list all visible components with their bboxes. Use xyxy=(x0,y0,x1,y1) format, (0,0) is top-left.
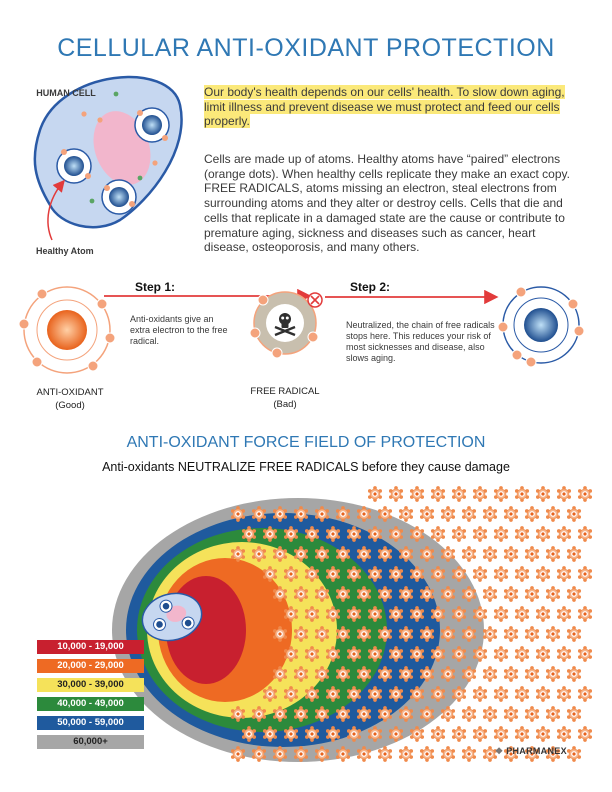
force-field-diagram xyxy=(112,486,592,762)
free-radical-icon xyxy=(536,606,550,622)
free-radical-icon xyxy=(578,646,592,662)
free-radical-icon xyxy=(504,506,518,522)
free-radical-icon xyxy=(525,626,539,642)
free-radical-icon xyxy=(504,546,518,562)
free-radical-icon xyxy=(536,566,550,582)
page-title: CELLULAR ANTI-OXIDANT PROTECTION xyxy=(57,34,555,62)
free-radical-icon xyxy=(483,626,497,642)
free-radical-icon xyxy=(578,486,592,502)
free-radical-icon xyxy=(504,666,518,682)
free-radical-icon xyxy=(567,506,581,522)
free-radical-icon xyxy=(515,526,529,542)
free-radical-caption xyxy=(230,385,340,411)
step2-description: Neutralized, the chain of free radicals stops here. This reduces your risk of most sicknesses and disease, also slows aging. xyxy=(346,320,495,363)
free-radical-icon xyxy=(494,486,508,502)
free-radical-icon xyxy=(546,706,560,722)
free-radical-icon xyxy=(567,746,581,762)
free-radical-icon xyxy=(525,586,539,602)
step2-label: Step 2: xyxy=(350,280,391,294)
free-radical-icon xyxy=(399,746,413,762)
free-radical-icon xyxy=(557,606,571,622)
free-radical-icon xyxy=(420,746,434,762)
force-field-subtitle: Anti-oxidants NEUTRALIZE FREE RADICALS before they cause damage xyxy=(102,460,510,474)
free-radical-icon xyxy=(536,646,550,662)
brand-logo xyxy=(495,746,567,757)
free-radical-icon xyxy=(473,526,487,542)
free-radical-icon xyxy=(536,486,550,502)
anti-oxidant-note: (Good) xyxy=(55,400,85,411)
brand-name: PHARMANEX xyxy=(506,746,567,756)
free-radical-icon xyxy=(494,646,508,662)
human-cell-label: HUMAN CELL xyxy=(36,88,96,98)
missing-electron-icon xyxy=(308,293,322,307)
free-radical-icon xyxy=(462,546,476,562)
free-radical-icon xyxy=(546,626,560,642)
free-radical-icon xyxy=(368,486,382,502)
free-radical-icon xyxy=(536,526,550,542)
neutralized-atom xyxy=(498,287,584,367)
free-radical-icon xyxy=(557,686,571,702)
free-radical-icon xyxy=(494,566,508,582)
free-radical-icon xyxy=(494,606,508,622)
free-radical-icon xyxy=(399,506,413,522)
free-radical-icon xyxy=(378,746,392,762)
free-radical-icon xyxy=(473,686,487,702)
free-radical-icon xyxy=(567,586,581,602)
free-radical-icon xyxy=(483,546,497,562)
healthy-atom-label: Healthy Atom xyxy=(36,246,94,256)
pharmanex-logo-icon: ❖ xyxy=(495,746,504,756)
anti-oxidant-caption xyxy=(10,386,130,412)
free-radical-icon xyxy=(515,646,529,662)
free-radical-icon xyxy=(494,526,508,542)
free-radical-icon xyxy=(473,566,487,582)
free-radical-icon xyxy=(462,706,476,722)
free-radical-icon xyxy=(410,486,424,502)
free-radical-icon xyxy=(546,666,560,682)
free-radical-icon xyxy=(525,546,539,562)
free-radical-icon xyxy=(441,506,455,522)
anti-oxidant-name: ANTI-OXIDANT xyxy=(36,387,104,398)
body-paragraph: Cells are made up of atoms. Healthy atoms have “paired” electrons (orange dots). When healthy cells replicate they make an exact copy. FREE RADICALS, atoms missing an electron, steal electrons from surrounding atoms and they alter or destroy cells. Cells that die and cells that replicate in a damaged state are the cause or contribute to premature aging, sickness and diseases such as cancer, heart disease, osteoporosis, and many others. xyxy=(204,152,570,255)
free-radical-icon xyxy=(567,626,581,642)
free-radical-atom xyxy=(250,292,322,358)
free-radical-icon xyxy=(515,486,529,502)
free-radical-icon xyxy=(557,646,571,662)
step1-description: Anti-oxidants give an extra electron to the free radical. xyxy=(130,314,228,346)
free-radical-icon xyxy=(567,546,581,562)
free-radical-icon xyxy=(567,666,581,682)
legend-item: 50,000 - 59,000 xyxy=(37,716,144,730)
free-radical-icon xyxy=(515,686,529,702)
free-radical-icon xyxy=(557,566,571,582)
free-radical-icon xyxy=(462,746,476,762)
intro-highlight: Our body's health depends on our cells' health. To slow down aging, limit illness and prevent disease we must protect and feed our cells properly. xyxy=(204,85,565,128)
free-radical-icon xyxy=(515,606,529,622)
free-radical-icon xyxy=(525,706,539,722)
free-radical-note: (Bad) xyxy=(273,399,297,410)
free-radical-icon xyxy=(483,666,497,682)
free-radical-icon xyxy=(536,686,550,702)
free-radical-icon xyxy=(578,566,592,582)
free-radical-icon xyxy=(557,486,571,502)
free-radical-icon xyxy=(567,706,581,722)
free-radical-icon xyxy=(504,586,518,602)
free-radical-icon xyxy=(557,726,571,742)
free-radical-icon xyxy=(420,506,434,522)
free-radical-icon xyxy=(452,526,466,542)
free-radical-icon xyxy=(546,506,560,522)
free-radical-name: FREE RADICAL xyxy=(250,386,320,397)
free-radical-icon xyxy=(578,726,592,742)
free-radical-icon xyxy=(452,486,466,502)
free-radical-icon xyxy=(578,526,592,542)
free-radical-icon xyxy=(483,586,497,602)
free-radical-icon xyxy=(473,726,487,742)
free-radical-icon xyxy=(441,746,455,762)
free-radical-icon xyxy=(578,686,592,702)
free-radical-icon xyxy=(504,626,518,642)
free-radical-icon xyxy=(452,726,466,742)
free-radical-icon xyxy=(578,606,592,622)
free-radical-icon xyxy=(494,726,508,742)
legend-item: 60,000+ xyxy=(37,735,144,749)
free-radical-icon xyxy=(525,666,539,682)
free-radical-icon xyxy=(557,526,571,542)
force-field-title: ANTI-OXIDANT FORCE FIELD OF PROTECTION xyxy=(126,434,486,451)
free-radical-icon xyxy=(546,586,560,602)
free-radical-icon xyxy=(431,726,445,742)
legend-item: 30,000 - 39,000 xyxy=(37,678,144,692)
free-radical-icon xyxy=(525,506,539,522)
legend-item: 10,000 - 19,000 xyxy=(37,640,144,654)
free-radical-icon xyxy=(483,706,497,722)
free-radical-icon xyxy=(504,706,518,722)
free-radical-icon xyxy=(494,686,508,702)
free-radical-icon xyxy=(515,566,529,582)
free-radical-icon xyxy=(473,486,487,502)
step1-label: Step 1: xyxy=(135,280,176,294)
free-radical-icon xyxy=(536,726,550,742)
human-cell-illustration xyxy=(35,77,182,240)
anti-oxidant-atom xyxy=(19,287,115,373)
free-radical-icon xyxy=(515,726,529,742)
free-radical-icon xyxy=(431,486,445,502)
legend-item: 40,000 - 49,000 xyxy=(37,697,144,711)
intro-text xyxy=(204,85,578,129)
legend-item: 20,000 - 29,000 xyxy=(37,659,144,673)
free-radical-icon xyxy=(462,506,476,522)
free-radical-icon xyxy=(389,486,403,502)
free-radical-icon xyxy=(546,546,560,562)
free-radical-icon xyxy=(483,506,497,522)
